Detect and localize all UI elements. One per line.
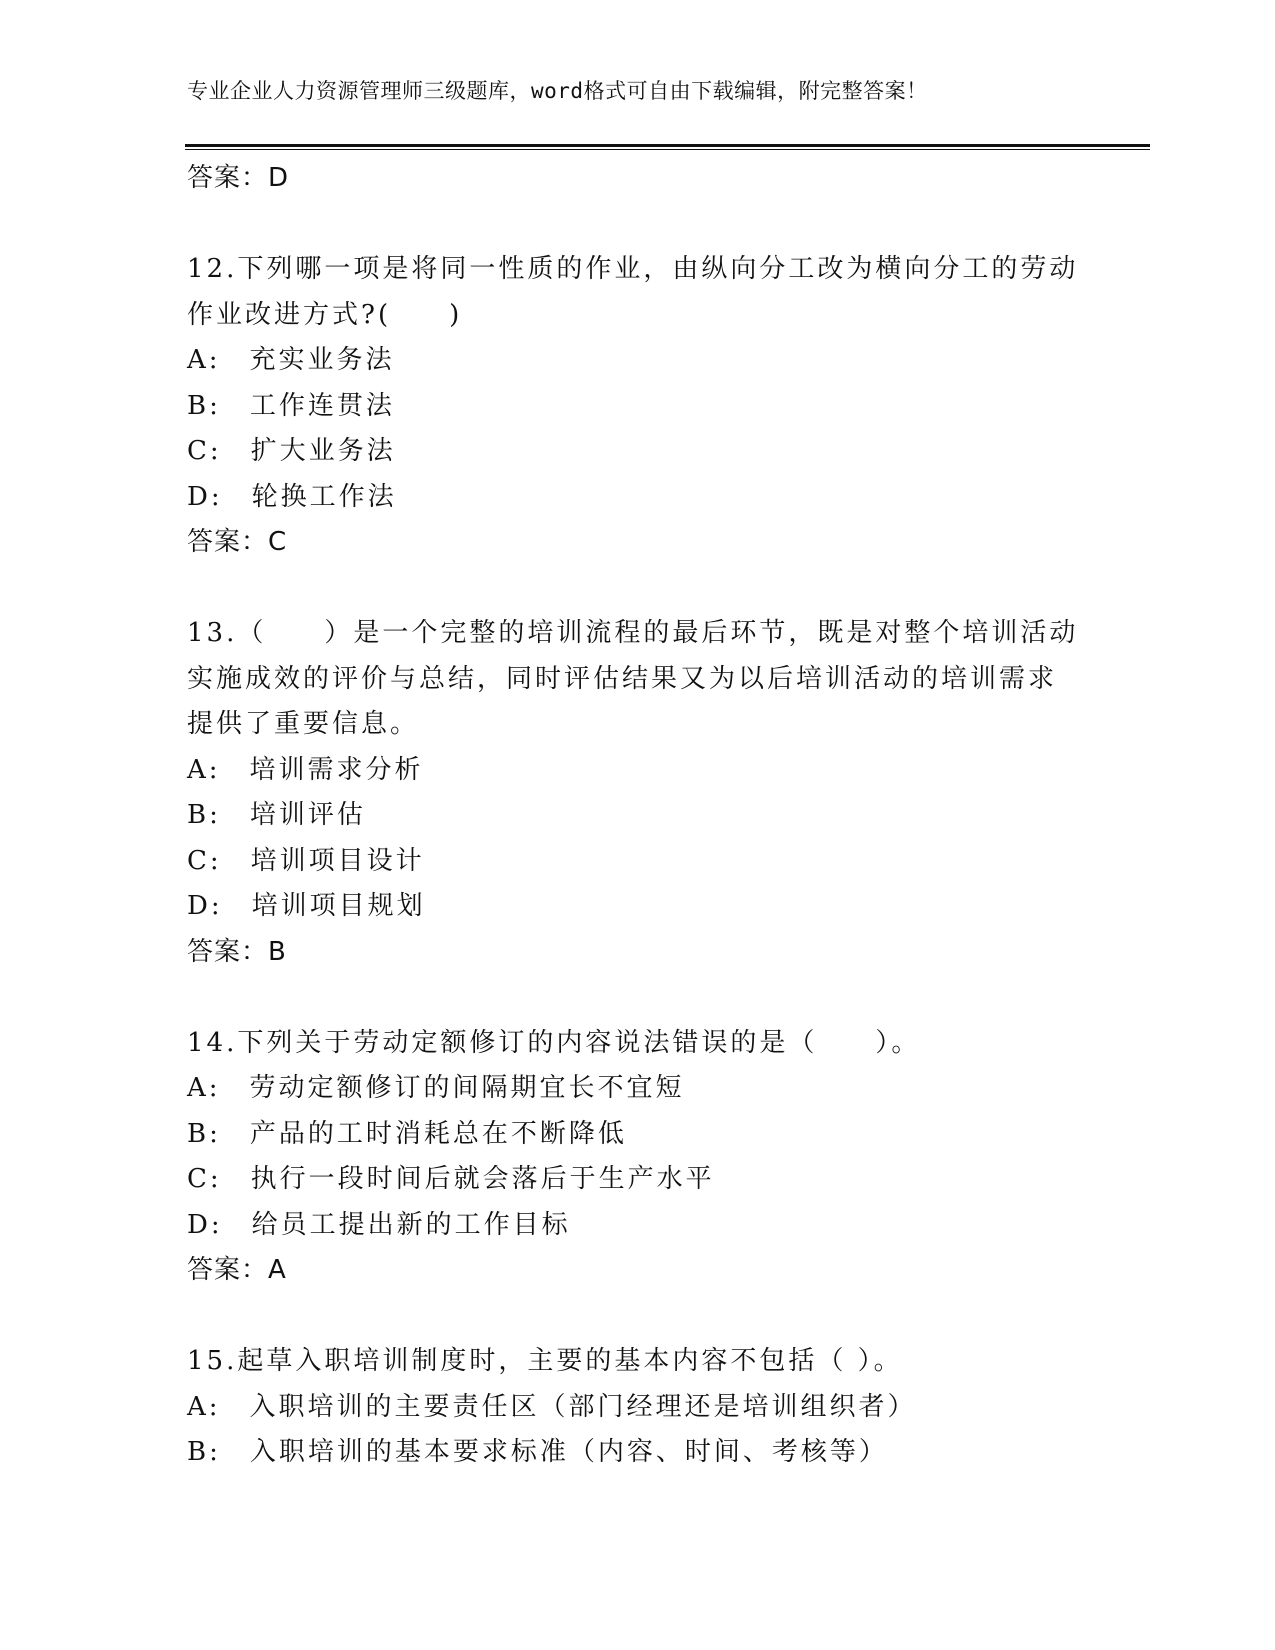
option-b: B: 工作连贯法 <box>187 390 395 421</box>
previous-answer: 答案：D <box>187 163 290 193</box>
option-a: A: 培训需求分析 <box>187 754 424 785</box>
option-c: C: 执行一段时间后就会落后于生产水平 <box>187 1164 715 1194</box>
question-stem-line: 12.下列哪一项是将同一性质的作业，由纵向分工改为横向分工的劳动 <box>187 254 1079 284</box>
question-stem-line: 13.（ ）是一个完整的培训流程的最后环节，既是对整个培训活动 <box>187 618 1079 648</box>
question-13 <box>187 611 1087 975</box>
spacer <box>187 566 1087 612</box>
option-d: D: 轮换工作法 <box>187 481 397 512</box>
spacer <box>187 202 1087 248</box>
answer-line: 答案：A <box>187 1255 287 1285</box>
question-content <box>187 156 1087 1476</box>
header-rule <box>185 144 1150 147</box>
option-b: B: 产品的工时消耗总在不断降低 <box>187 1118 627 1149</box>
answer-line: 答案：B <box>187 936 287 967</box>
spacer <box>187 1294 1087 1340</box>
question-stem-line: 15.起草入职培训制度时，主要的基本内容不包括（ ）。 <box>187 1346 903 1376</box>
question-12 <box>187 247 1087 566</box>
spacer <box>187 975 1087 1021</box>
question-stem-line: 14.下列关于劳动定额修订的内容说法错误的是（ ）。 <box>187 1027 921 1058</box>
question-15 <box>187 1339 1087 1476</box>
page-header: 专业企业人力资源管理师三级题库，word格式可自由下载编辑，附完整答案！ <box>187 79 928 103</box>
option-a: A: 入职培训的主要责任区（部门经理还是培训组织者） <box>187 1391 917 1422</box>
option-a: A: 充实业务法 <box>187 345 395 375</box>
option-d: D: 培训项目规划 <box>187 891 426 921</box>
option-c: C: 培训项目设计 <box>187 845 425 876</box>
answer-line: 答案：C <box>187 527 288 557</box>
option-d: D: 给员工提出新的工作目标 <box>187 1209 571 1240</box>
option-a: A: 劳动定额修订的间隔期宜长不宜短 <box>187 1073 685 1103</box>
option-b: B: 入职培训的基本要求标准（内容、时间、考核等） <box>187 1437 888 1467</box>
question-14 <box>187 1021 1087 1294</box>
option-c: C: 扩大业务法 <box>187 436 396 466</box>
question-stem-line: 作业改进方式?( ) <box>187 299 463 330</box>
option-b: B: 培训评估 <box>187 800 366 830</box>
header-rule-thin <box>185 149 1150 150</box>
question-stem-line: 实施成效的评价与总结，同时评估结果又为以后培训活动的培训需求 <box>187 663 1058 694</box>
question-stem-line: 提供了重要信息。 <box>187 709 420 739</box>
